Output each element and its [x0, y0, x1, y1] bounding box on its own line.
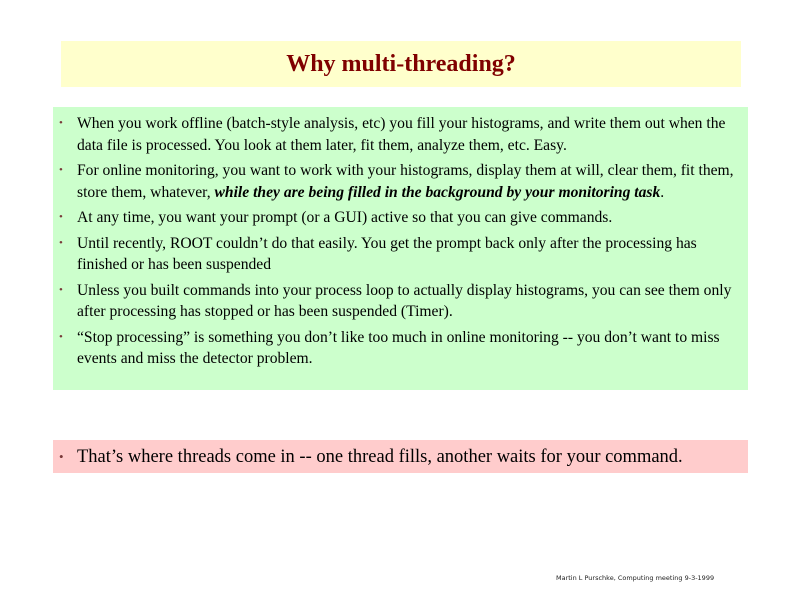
bullet-icon: •: [59, 117, 63, 129]
bullet-list: [59, 113, 738, 370]
bullet-text: “Stop processing” is something you don’t like too much in online monitoring -- you don’t want to miss events and miss the detector problem.: [77, 328, 720, 367]
bullet-text: When you work offline (batch-style analysis, etc) you fill your histograms, and write them out when the data file is processed. You look at them later, fit them, analyze them, etc. Easy.: [77, 115, 726, 154]
bullet-text: Unless you built commands into your process loop to actually display histograms, you can see them only after processing has stopped or has been suspended (Timer).: [77, 281, 732, 320]
bullet-text: For online monitoring, you want to work with your histograms, display them at will, clear them, fit them, store them, whatever,: [77, 162, 734, 201]
bullet-icon: •: [59, 164, 63, 176]
bullet-icon: •: [59, 449, 64, 464]
bullet-icon: •: [59, 283, 63, 296]
bullet-emphasis: while they are being filled in the background by your monitoring task: [214, 183, 661, 201]
summary-panel: [53, 440, 748, 473]
summary-item: [59, 446, 748, 468]
bullet-item: [59, 113, 738, 156]
bullet-icon: •: [59, 236, 63, 249]
bullet-item: [59, 233, 738, 276]
bullet-item: [59, 207, 738, 229]
bullet-item: [59, 160, 738, 203]
bullet-icon: •: [59, 330, 63, 343]
bullet-text: Until recently, ROOT couldn’t do that easily. You get the prompt back only after the processing has finished or has been suspended: [77, 234, 697, 273]
bullet-panel: [53, 107, 748, 390]
summary-text: That’s where threads come in -- one thread fills, another waits for your command.: [77, 447, 683, 467]
slide-title: Why multi-threading?: [286, 51, 516, 77]
bullet-text-end: .: [660, 183, 665, 201]
bullet-item: [59, 280, 738, 323]
bullet-icon: •: [59, 211, 63, 223]
footer-credit: Martin L Purschke, Computing meeting 9-3-1999: [556, 574, 715, 582]
bullet-text: At any time, you want your prompt (or a GUI) active so that you can give commands.: [77, 209, 613, 226]
bullet-item: [59, 327, 738, 370]
title-box: [61, 41, 741, 87]
